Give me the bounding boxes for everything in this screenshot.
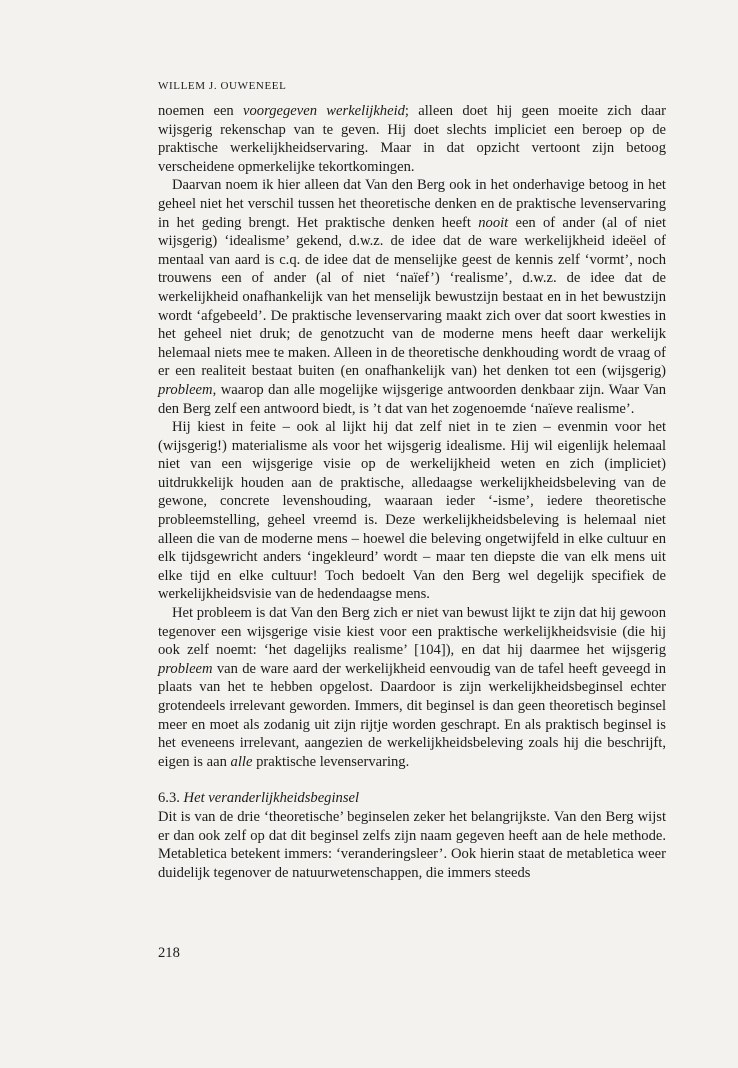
italic-run: probleem: [158, 381, 213, 398]
italic-run: voorgegeven werkelijkheid: [243, 103, 405, 119]
section-paragraph: Dit is van de drie ‘theoretische’ beginselen zeker het belangrijkste. Van den Berg wijst er dan ook zelf op dat dit beginsel zelfs zijn naam gegeven heeft aan de hele methode. Metabletica betekent immers: ‘veranderingsleer’. Ook hierin staat de metabletica weer duidelijk tegenover de natuurwetenschappen, die immers steeds: [158, 808, 666, 881]
body-paragraph: [158, 604, 666, 771]
text-run: Hij kiest in feite – ook al lijkt hij dat zelf niet in te zien – evenmin voor het (wijsgerig!) materialisme als voor het wijsgerig idealisme. Hij wil eigenlijk helemaal niet van een wijsgerige visie op de werkelijkheid weten en zich (impliciet) uitdrukkelijk houden aan de praktische, alledaagse werkelijkheidsbeleving van de gewone, concrete levenshouding, waaraan ieder ‘-isme’, iedere theoretische probleemstelling, geheel vreemd is. Deze werkelijkheidsbeleving is helemaal niet alleen die van de moderne mens – hoewel die beleving ongetwijfeld in elke cultuur en elk tijdsgewricht anders ‘ingekleurd’ wordt – maar ten diepste die van elk mens uit elke tijd en elke cultuur! Toch bedoelt Van den Berg wel degelijk specifiek de werkelijkheidsvisie van de hedendaagse mens.: [158, 419, 666, 603]
paragraph-container: [158, 102, 666, 771]
section-number: 6.3.: [158, 790, 180, 807]
italic-run: alle: [230, 753, 253, 770]
body-paragraph: [158, 102, 666, 176]
text-run: noemen een: [158, 103, 244, 119]
italic-run: probleem: [158, 660, 213, 677]
body-paragraph: [158, 418, 666, 604]
text-run: Het probleem is dat Van den Berg zich er niet van bewust lijkt te zijn dat hij gewoon tegenover een wijsgerige visie kiest voor een praktische werkelijkheidsvisie (die hij ook zelf noemt: ‘het dagelijks realisme’ [104]), en dat hij daarmee het wijsgerig: [158, 605, 666, 659]
section-heading: [158, 789, 666, 808]
text-run: praktische levenservaring.: [252, 753, 410, 770]
text-run: ; alleen doet hij geen moeite zich daar wijsgerig rekenschap van te geven. Hij doet slechts impliciet een beroep op de praktische werkelijkheidservaring. Maar in dat opzicht vertoont zijn betoog verscheidene opmerkelijke tekortkomingen.: [158, 103, 666, 175]
running-head: WILLEM J. OUWENEEL: [158, 80, 287, 92]
body-text: [158, 102, 666, 882]
italic-run: nooit: [478, 214, 509, 231]
text-run: van de ware aard der werkelijkheid eenvoudig van de tafel heeft geveegd in plaats van het te hebben opgelost. Daardoor is zijn werkelijkheidsbeginsel echter grotendeels irrelevant geworden. Immers, dit beginsel is dan geen theoretisch beginsel meer en moet als zodanig uit zijn rijtje worden geschrapt. En als praktisch beginsel is het eveneens irrelevant, aangezien de werkelijkheidsbeleving zoals hij die beschrijft, eigen is aan: [158, 660, 666, 770]
body-paragraph: [158, 176, 666, 418]
text-run: Daarvan noem ik hier alleen dat Van den Berg ook in het onderhavige betoog in het geheel niet het verschil tussen het theoretische denken en de praktische levenservaring in het geding brengt. Het praktische denken heeft: [158, 177, 666, 231]
section-title: Het veranderlijkheidsbeginsel: [183, 790, 360, 807]
text-run: , waarop dan alle mogelijke wijsgerige antwoorden denkbaar zijn. Waar Van den Berg zelf een antwoord biedt, is ’t dat van het zogenoemde ‘naïeve realisme’.: [158, 381, 666, 417]
text-run: een of ander (al of niet wijsgerig) ‘idealisme’ gekend, d.w.z. de idee dat de ware werkelijkheid ideëel of mentaal van aard is c.q. de idee dat de menselijke geest de kennis zelf ‘vormt’, noch trouwens een of ander (al of niet ‘naïef’) ‘realisme’, d.w.z. de idee dat de werkelijkheid onafhankelijk van het menselijk bewustzijn bestaat en in het bewustzijn wordt ‘afgebeeld’. De praktische levenservaring maakt zich over dat soort kwesties in het geheel niet druk; de genotzucht van de moderne mens heeft daar werkelijk helemaal niets mee te maken. Alleen in de theoretische denkhouding wordt de vraag of er een realiteit bestaat buiten (en onafhankelijk van) het denken tot een (wijsgerig): [158, 214, 666, 380]
page-number: 218: [158, 945, 180, 961]
